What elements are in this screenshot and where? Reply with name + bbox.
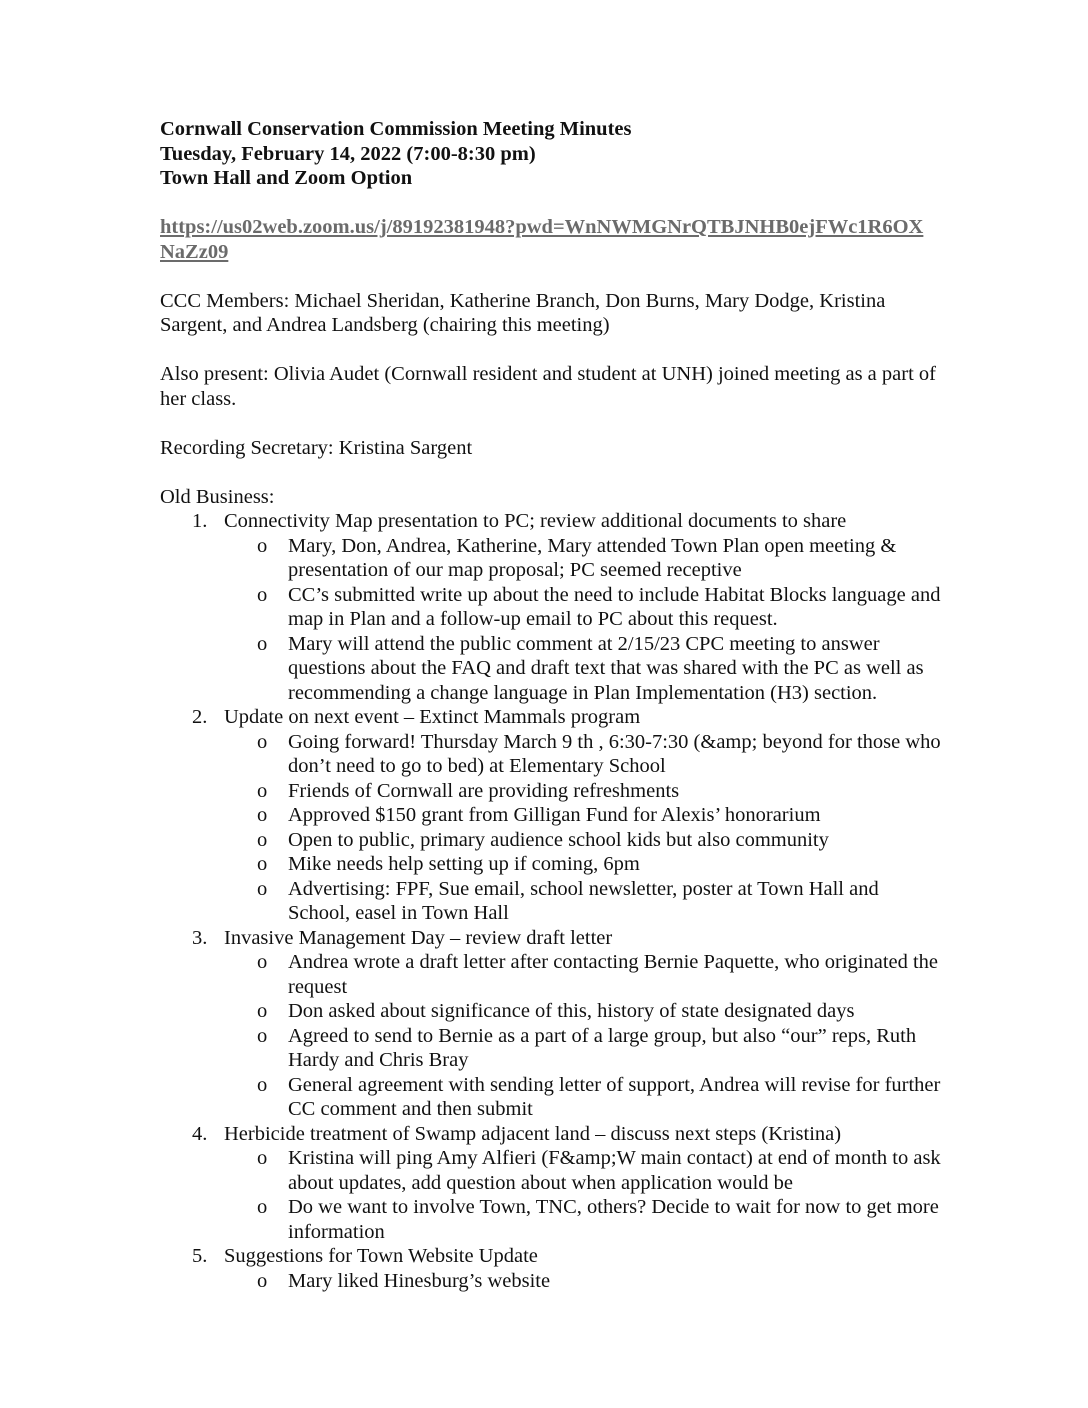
bullet-icon: o (257, 1147, 268, 1169)
bullet-text: Agreed to send to Bernie as a part of a large group, but also “our” reps, Ruth Hardy and Chris Bray (288, 1024, 917, 1071)
bullet-text: Mary, Don, Andrea, Katherine, Mary attended Town Plan open meeting & presentation of our map proposal; PC seemed receptive (288, 534, 897, 581)
bullet-text: General agreement with sending letter of support, Andrea will revise for further CC comment and then submit (288, 1073, 941, 1120)
bullet-point (224, 877, 942, 926)
recording-secretary: Recording Secretary: Kristina Sargent (160, 436, 473, 459)
bullet-icon: o (257, 1000, 268, 1022)
agenda-item-bullets (224, 1146, 940, 1244)
bullet-icon: o (257, 1073, 268, 1096)
bullet-text: Advertising: FPF, Sue email, school newsletter, poster at Town Hall and School, easel in Town Hall (288, 877, 879, 924)
bullet-point (224, 999, 942, 1024)
bullet-point (224, 534, 942, 583)
bullet-icon: o (257, 877, 268, 900)
bullet-text: CC’s submitted write up about the need to include Habitat Blocks language and map in Plan and a follow-up email to PC about this request. (288, 583, 941, 630)
bullet-point (224, 803, 942, 828)
bullet-text: Mary will attend the public comment at 2/15/23 CPC meeting to answer questions about the FAQ and draft text that was shared with the PC as well as recommending a change language in Plan Implementation (H3) section. (288, 632, 924, 704)
bullet-text: Mary liked Hinesburg’s website (288, 1269, 551, 1292)
bullet-icon: o (257, 1024, 268, 1047)
bullet-icon: o (257, 951, 268, 973)
bullet-text: Friends of Cornwall are providing refreshments (288, 779, 680, 802)
agenda-item-number: 1. (192, 510, 208, 532)
agenda-item-text: Connectivity Map presentation to PC; review additional documents to share (224, 510, 847, 532)
bullet-icon: o (257, 779, 268, 802)
bullet-point (224, 1073, 942, 1122)
agenda-item-bullets (224, 534, 940, 706)
bullet-point (224, 632, 942, 706)
bullet-text: Going forward! Thursday March 9 th , 6:30-7:30 (&amp; beyond for those who don’t need to go to bed) at Elementary School (288, 730, 941, 777)
agenda-item-bullets (224, 950, 940, 1122)
document-title: Cornwall Conservation Commission Meeting Minutes (160, 118, 632, 140)
agenda-item (160, 1244, 940, 1293)
old-business-list (160, 509, 940, 1293)
agenda-item-bullets (224, 1269, 940, 1294)
members-paragraph: CCC Members: Michael Sheridan, Katherine Branch, Don Burns, Mary Dodge, Kristina Sargent, and Andrea Landsberg (chairing this meeting) (160, 289, 886, 336)
bullet-text: Mike needs help setting up if coming, 6pm (288, 853, 640, 875)
bullet-icon: o (257, 853, 268, 875)
bullet-text: Do we want to involve Town, TNC, others? Decide to wait for now to get more information (288, 1196, 939, 1243)
agenda-item-number: 3. (192, 926, 208, 949)
bullet-icon: o (257, 1269, 268, 1292)
bullet-point (224, 730, 942, 779)
bullet-point (224, 583, 942, 632)
document-page (160, 117, 940, 1293)
agenda-item-text: Suggestions for Town Website Update (224, 1245, 538, 1267)
agenda-item-text: Invasive Management Day – review draft letter (224, 926, 613, 949)
bullet-point (224, 852, 942, 877)
agenda-item-text: Update on next event – Extinct Mammals program (224, 706, 641, 728)
agenda-item (160, 509, 940, 705)
bullet-point (224, 1195, 942, 1244)
also-present-paragraph: Also present: Olivia Audet (Cornwall resident and student at UNH) joined meeting as a part of her class. (160, 363, 936, 410)
old-business-heading: Old Business: (160, 485, 275, 508)
bullet-point (224, 1269, 942, 1294)
bullet-point (224, 950, 942, 999)
agenda-item-number: 5. (192, 1245, 208, 1267)
bullet-icon: o (257, 828, 268, 851)
bullet-point (224, 1146, 942, 1195)
bullet-icon: o (257, 730, 268, 753)
zoom-meeting-link[interactable]: https://us02web.zoom.us/j/89192381948?pwd=WnNWMGNrQTBJNHB0ejFWc1R6OXNaZz09 (160, 216, 924, 263)
bullet-icon: o (257, 1196, 268, 1218)
bullet-point (224, 1024, 942, 1073)
bullet-icon: o (257, 534, 268, 557)
agenda-item-number: 2. (192, 706, 208, 728)
meeting-location: Town Hall and Zoom Option (160, 167, 413, 189)
agenda-item-bullets (224, 730, 940, 926)
bullet-text: Kristina will ping Amy Alfieri (F&amp;W main contact) at end of month to ask about updates, add question about when application would be (288, 1147, 941, 1194)
agenda-item-text: Herbicide treatment of Swamp adjacent land – discuss next steps (Kristina) (224, 1122, 842, 1145)
bullet-text: Open to public, primary audience school kids but also community (288, 828, 829, 851)
agenda-item-number: 4. (192, 1122, 208, 1145)
bullet-text: Don asked about significance of this, history of state designated days (288, 1000, 855, 1022)
bullet-text: Andrea wrote a draft letter after contacting Bernie Paquette, who originated the request (288, 951, 939, 998)
agenda-item (160, 926, 940, 1122)
agenda-item (160, 1122, 940, 1245)
bullet-icon: o (257, 583, 268, 606)
bullet-icon: o (257, 632, 268, 655)
meeting-date: Tuesday, February 14, 2022 (7:00-8:30 pm) (160, 142, 536, 165)
bullet-point (224, 779, 942, 804)
agenda-item (160, 705, 940, 926)
bullet-icon: o (257, 804, 268, 826)
bullet-text: Approved $150 grant from Gilligan Fund for Alexis’ honorarium (288, 804, 821, 826)
bullet-point (224, 828, 942, 853)
